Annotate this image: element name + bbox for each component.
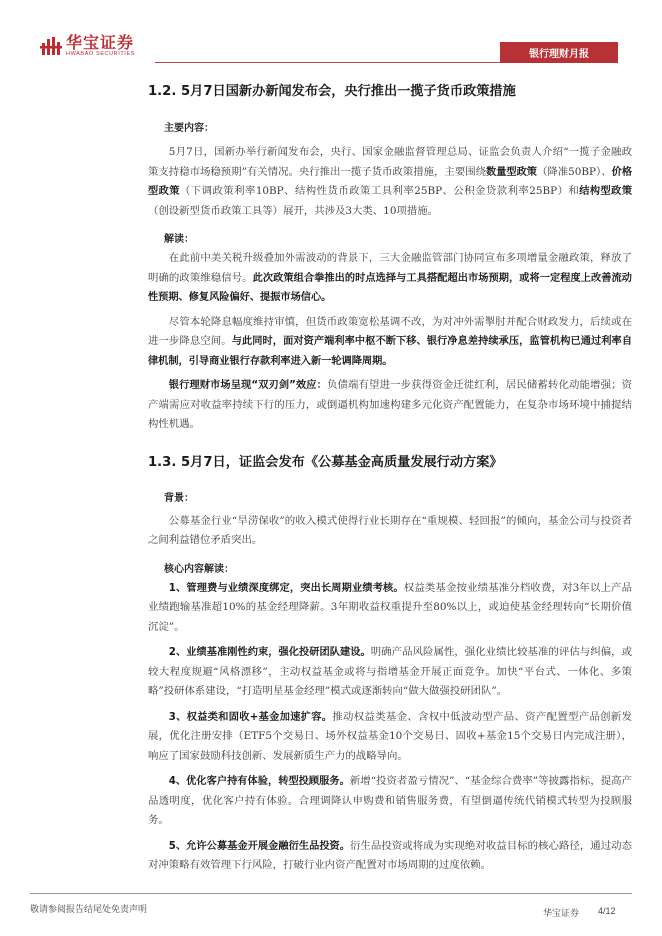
interpretation-paragraph-3: [148, 376, 632, 435]
company-logo: [40, 35, 135, 58]
core-item-4: [148, 772, 632, 831]
background-paragraph: [148, 512, 632, 551]
text-run: 权益类基金按业绩基准分档收费，对3年以上产品业绩跑输基准超10%的基金经理降薪。3年期收益权重提升至80%以上，或迫使基金经理转向“长期价值沉淀”。: [148, 581, 633, 633]
text-run: 衍生品投资或将成为实现绝对收益目标的核心路径，通过动态对冲策略有效管理下行风险，打破行业内资产配置对市场周期的过度依赖。: [148, 839, 632, 871]
text-run: 5月7日，国新办举行新闻发布会，央行、国家金融监督管理总局、证监会负责人介绍“一揽子金融政策支持稳市场稳预期”有关情况。央行推出一揽子货币政策措施，主要围绕: [148, 146, 632, 178]
footer-divider: [30, 893, 632, 894]
interpretation-paragraph-2: [148, 313, 632, 372]
text-run: （下调政策利率10BP、结构性货币政策工具利率25BP、公积金贷款利率25BP）和: [179, 185, 580, 197]
bold-text-run: 银行理财市场呈现“双刃剑”效应：: [168, 380, 327, 391]
main-content: [148, 78, 632, 876]
bold-text-run: 2、业绩基准刚性约束，强化投研团队建设。: [168, 647, 371, 658]
bold-text-run: 4、优化客户持有体验，转型投顾服务。: [168, 776, 350, 787]
bold-text-run: 价格型政策: [148, 166, 633, 197]
section-title-1-3: 1.3. 5月7日，证监会发布《公募基金高质量发展行动方案》: [148, 454, 503, 470]
background-label: 背景：: [164, 492, 194, 504]
core-item-5: [148, 837, 632, 876]
core-item-2: [148, 643, 632, 702]
text-run: 在此前中美关税升级叠加外需波动的背景下，三大金融监管部门协同宣布多项增量金融政策，释放了明确的政策维稳信号。: [148, 252, 632, 284]
logo-chinese-name: 华宝证券: [66, 33, 135, 52]
logo-mark-icon: [40, 37, 62, 57]
disclaimer-note: 敬请参阅报告结尾处免责声明: [30, 905, 148, 915]
text-run: 新增“投资者盈亏情况”、“基金综合费率”等披露指标，提高产品透明度，优化客户持有体验。合理调降认申购费和销售服务费，有望倒逼传统代销模式转型为投顾服务。: [148, 775, 632, 826]
text-run: 尽管本轮降息幅度维持审慎，但货币政策宽松基调不改，为对冲外需掣肘并配合财政发力，后续或在进一步降息空间。: [148, 315, 632, 347]
text-run: （降准50BP）、: [536, 165, 612, 178]
bold-text-run: 5、允许公募基金开展金融衍生品投资。: [168, 840, 351, 852]
interpretation-paragraph-1: [148, 249, 632, 308]
page-header: [0, 0, 662, 64]
logo-english-name: HWABAO SECURITIES: [66, 51, 135, 57]
text-run: 负债端有望进一步获得资金迁徙红利，居民储蓄转化动能增强；资产端需应对收益率持续下行的压力，或倒逼机构加速构建多元化资产配置能力，在复杂市场环境中捕捉结构性机遇。: [148, 379, 633, 430]
main-content-label: 主要内容：: [164, 123, 214, 134]
core-item-3: [148, 708, 632, 767]
bold-text-run: 1、管理费与业绩深度绑定，突出长周期业绩考核。: [168, 582, 404, 594]
footer-company-name: 华宝证券: [543, 909, 580, 919]
text-run: 推动权益类基金、含权中低波动型产品、资产配置型产品创新发展，优化注册安排（ETF5个交易日、场外权益基金10个交易日、固收+基金15个交易日内完成注册），响应了国家鼓励科技创新、发展新质生产力的战略导向。: [148, 710, 633, 762]
text-run: 明确产品风险属性，强化业绩比较基准的评估与纠偏，或较大程度规避“风格漂移”，主动权益基金或将与指增基金开展正面竞争。加快“平台式、一体化、多策略”投研体系建设，“打造明星基金经理”模式或逐渐转向“做大做强投研团队”。: [148, 646, 632, 697]
header-divider: [155, 62, 500, 63]
bold-text-run: 数量型政策: [486, 166, 537, 178]
main-content-paragraph: [148, 143, 632, 221]
core-content-label: 核心内容解读：: [164, 563, 234, 575]
report-type-tag: 银行理财月报: [500, 42, 618, 63]
core-item-1: [148, 579, 632, 638]
section-title-1-2: 1.2. 5月7日国新办新闻发布会，央行推出一揽子货币政策措施: [148, 84, 516, 99]
bold-text-run: 与此同时，面对资产端利率中枢不断下移、银行净息差持续承压，监管机构已通过利率自律机制，引导商业银行存款利率进入新一轮调降周期。: [148, 336, 633, 367]
bold-text-run: 3、权益类和固收+基金加速扩容。: [168, 711, 333, 723]
page-number: 4/12: [598, 906, 616, 916]
bold-text-run: 此次政策组合拳推出的时点选择与工具搭配超出市场预期，或将一定程度上改善流动性预期、修复风险偏好、提振市场信心。: [148, 272, 632, 303]
bold-text-run: 结构型政策: [579, 186, 633, 197]
text-run: （创设新型货币政策工具等）展开，共涉及3大类、10项措施。: [148, 204, 438, 217]
text-run: 公募基金行业“旱涝保收”的收入模式使得行业长期存在“重规模、轻回报”的倾向，基金公司与投资者之间利益错位矛盾突出。: [148, 514, 632, 546]
interpretation-label: 解读：: [164, 234, 194, 245]
